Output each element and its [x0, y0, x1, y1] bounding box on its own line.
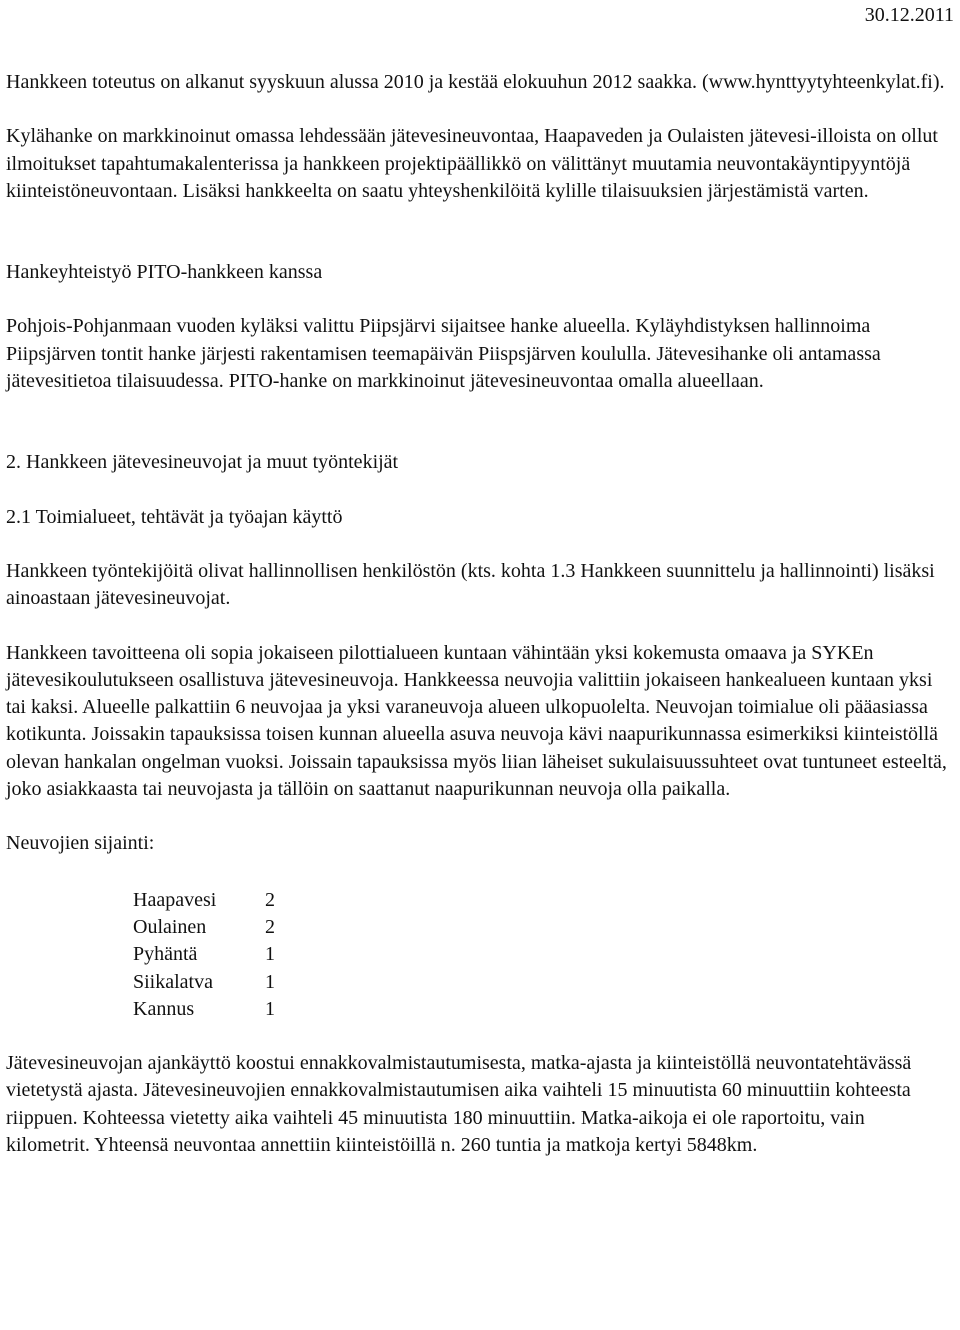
table-row — [133, 969, 275, 996]
section-2-1-heading: 2.1 Toimialueet, tehtävät ja työajan käyttö — [6, 505, 343, 528]
section-2-heading: 2. Hankkeen jätevesineuvojat ja muut työntekijät — [6, 451, 399, 474]
location-count: 1 — [265, 943, 275, 966]
time-usage-paragraph: Jätevesineuvojan ajankäyttö koostui ennakkovalmistautumisesta, matka-ajasta ja kiinteistöllä neuvontatehtävässä vietetystä ajasta. Jätevesineuvojien ennakkovalmistautumisen aika vaihteli 15 minuutista 60 minuuttiin kohteesta riippuen. Kohteessa vietetty aika vaihteli 45 minuutista 180 minuuttiin. Matka-aikoja ei ole raportoitu, vain kilometrit. Yhteensä neuvontaa annettiin kiinteistöillä n. 260 tuntia ja matkoja kertyi 5848km. — [6, 1052, 912, 1157]
location-name: Oulainen — [133, 915, 207, 938]
location-count: 1 — [265, 997, 275, 1020]
goal-paragraph: Hankkeen tavoitteena oli sopia jokaiseen pilottialueen kuntaan vähintään yksi kokemusta omaava ja SYKEn jätevesikoulutukseen osallistuva jätevesineuvoja. Hankkeessa neuvojia valittiin jokaiseen hankealueen kuntaan yksi tai kaksi. Alueelle palkattiin 6 neuvojaa ja yksi varaneuvoja alueen ulkopuolelta. Neuvojan toimialue oli pääasiassa kotikunta. Joissakin tapauksissa toisen kunnan alueella asuva neuvoja kävi naapurikunnassa esimerkiksi kiinteistöllä olevan hankalan ongelman vuoksi. Joissain tapauksissa myös liian läheiset sukulaisuussuhteet ovat tuntuneet esteeltä, joko asiakkaasta tai neuvojasta ja tällöin on saattanut naapurikunnan neuvoja olla paikalla. — [6, 641, 947, 801]
table-row — [133, 914, 275, 941]
location-name: Kannus — [133, 997, 195, 1020]
table-row — [133, 996, 275, 1023]
location-count: 1 — [265, 970, 275, 993]
intro-paragraph: Hankkeen toteutus on alkanut syyskuun alussa 2010 ja kestää elokuuhun 2012 saakka. (www.hynttyytyhteenkylat.fi). — [6, 71, 945, 93]
table-row — [133, 887, 275, 914]
locations-table — [133, 887, 275, 1023]
table-row — [133, 941, 275, 968]
pito-heading: Hankeyhteistyö PITO-hankkeen kanssa — [6, 261, 323, 284]
document-date: 30.12.2011 — [864, 4, 954, 26]
location-count: 2 — [265, 888, 275, 911]
marketing-paragraph: Kylähanke on markkinoinut omassa lehdessään jätevesineuvontaa, Haapaveden ja Oulaisten jätevesi-illoista on ollut ilmoitukset tapahtumakalenterissa ja hankkeen projektipäällikkö on välittänyt muutamia neuvontakäyntipyyntöjä kiinteistöneuvontaan. Lisäksi hankkeelta on saatu yhteyshenkilöitä kylille tilaisuuksien järjestämistä varten. — [6, 125, 938, 202]
location-name: Siikalatva — [133, 970, 213, 993]
location-name: Pyhäntä — [133, 943, 198, 966]
pito-paragraph: Pohjois-Pohjanmaan vuoden kyläksi valittu Piipsjärvi sijaitsee hanke alueella. Kyläyhdistyksen hallinnoima Piipsjärven tontit hanke järjesti rakentamisen teemapäivän Piispsjärven koululla. Jätevesihanke oli antamassa jätevesitietoa tilaisuudessa. PITO-hanke on markkinoinut jätevesineuvontaa omalla alueellaan. — [6, 315, 881, 393]
document-body — [6, 69, 951, 1159]
staff-paragraph: Hankkeen työntekijöitä olivat hallinnollisen henkilöstön (kts. kohta 1.3 Hankkeen suunnittelu ja hallinnointi) lisäksi ainoastaan jätevesineuvojat. — [6, 559, 935, 610]
location-count: 2 — [265, 915, 275, 938]
location-name: Haapavesi — [133, 888, 217, 911]
locations-heading: Neuvojien sijainti: — [6, 832, 155, 855]
